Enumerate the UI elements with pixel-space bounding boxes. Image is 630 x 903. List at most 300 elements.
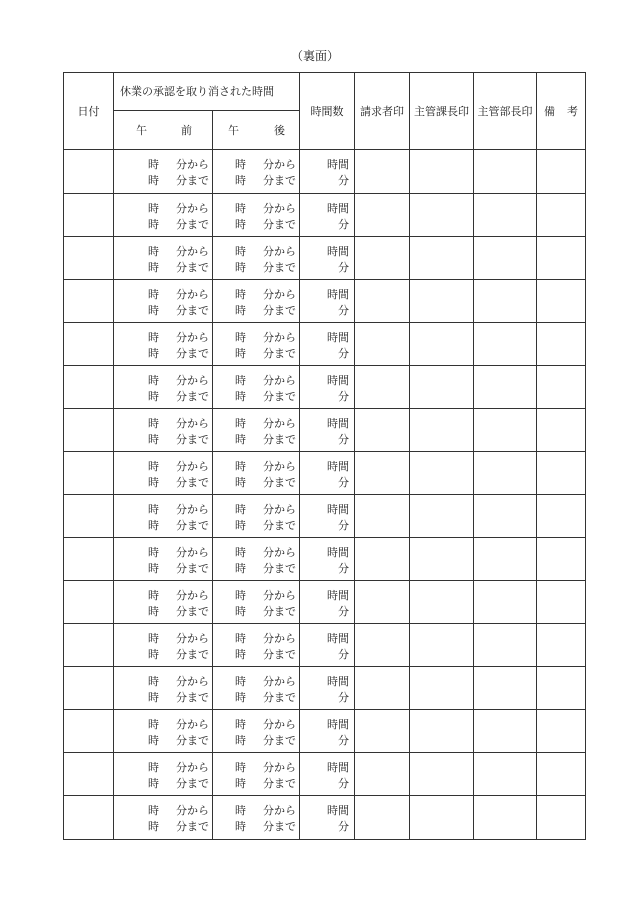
remarks-cell[interactable] [537, 495, 586, 538]
hours-unit-label: 時間 [327, 245, 349, 258]
from-label: 分から [263, 288, 296, 301]
dept-chief-seal-cell[interactable] [474, 237, 537, 280]
from-label: 分から [176, 632, 209, 645]
remarks-cell[interactable] [537, 366, 586, 409]
until-label: 分まで [263, 562, 296, 575]
dept-chief-seal-cell[interactable] [474, 366, 537, 409]
hours-cell[interactable] [300, 581, 355, 624]
section-chief-seal-cell[interactable] [410, 150, 474, 194]
from-label: 分から [263, 417, 296, 430]
hour-label: 時 [148, 691, 159, 704]
until-label: 分まで [176, 691, 209, 704]
dept-chief-seal-cell[interactable] [474, 710, 537, 753]
until-label: 分まで [176, 261, 209, 274]
am-period-cell[interactable] [114, 753, 213, 796]
from-label: 分から [263, 331, 296, 344]
date-cell[interactable] [64, 237, 114, 280]
requester-seal-cell[interactable] [355, 323, 410, 366]
hour-label: 時 [235, 245, 246, 258]
hours-cell[interactable] [300, 280, 355, 323]
section-chief-seal-cell[interactable] [410, 280, 474, 323]
dept-chief-seal-cell[interactable] [474, 753, 537, 796]
hour-label: 時 [235, 202, 246, 215]
table-row [64, 323, 586, 366]
requester-seal-cell[interactable] [355, 366, 410, 409]
remarks-cell[interactable] [537, 409, 586, 452]
hour-label: 時 [235, 691, 246, 704]
section-chief-seal-cell[interactable] [410, 452, 474, 495]
remarks-cell[interactable] [537, 452, 586, 495]
date-cell[interactable] [64, 710, 114, 753]
section-chief-seal-cell[interactable] [410, 194, 474, 237]
hours-unit-label: 時間 [327, 718, 349, 731]
hour-label: 時 [235, 546, 246, 559]
table-row [64, 624, 586, 667]
header-requester-seal: 請求者印 [355, 73, 410, 150]
section-chief-seal-cell[interactable] [410, 624, 474, 667]
am-period-cell[interactable] [114, 280, 213, 323]
minutes-unit-label: 分 [338, 218, 349, 231]
until-label: 分まで [176, 820, 209, 833]
hour-label: 時 [235, 777, 246, 790]
dept-chief-seal-cell[interactable] [474, 667, 537, 710]
from-label: 分から [263, 675, 296, 688]
minutes-unit-label: 分 [338, 261, 349, 274]
remarks-cell[interactable] [537, 581, 586, 624]
from-label: 分から [176, 761, 209, 774]
remarks-cell[interactable] [537, 237, 586, 280]
requester-seal-cell[interactable] [355, 409, 410, 452]
hour-label: 時 [148, 460, 159, 473]
table-row [64, 194, 586, 237]
date-cell[interactable] [64, 280, 114, 323]
requester-seal-cell[interactable] [355, 753, 410, 796]
pm-period-cell[interactable] [213, 194, 300, 237]
date-cell[interactable] [64, 753, 114, 796]
hour-label: 時 [235, 804, 246, 817]
hours-cell[interactable] [300, 753, 355, 796]
header-hours: 時間数 [300, 73, 355, 150]
hour-label: 時 [148, 589, 159, 602]
hours-unit-label: 時間 [327, 589, 349, 602]
until-label: 分まで [176, 433, 209, 446]
date-cell[interactable] [64, 366, 114, 409]
pm-period-cell[interactable] [213, 452, 300, 495]
header-dept-chief-seal: 主管部長印 [474, 73, 537, 150]
hour-label: 時 [235, 734, 246, 747]
from-label: 分から [176, 374, 209, 387]
am-period-cell[interactable] [114, 150, 213, 194]
minutes-unit-label: 分 [338, 691, 349, 704]
hours-cell[interactable] [300, 452, 355, 495]
hours-unit-label: 時間 [327, 632, 349, 645]
hour-label: 時 [148, 288, 159, 301]
pm-period-cell[interactable] [213, 409, 300, 452]
from-label: 分から [176, 331, 209, 344]
am-period-cell[interactable] [114, 452, 213, 495]
requester-seal-cell[interactable] [355, 581, 410, 624]
until-label: 分まで [176, 304, 209, 317]
minutes-unit-label: 分 [338, 648, 349, 661]
from-label: 分から [176, 417, 209, 430]
hours-cell[interactable] [300, 150, 355, 194]
section-chief-seal-cell[interactable] [410, 366, 474, 409]
hour-label: 時 [235, 218, 246, 231]
pm-period-cell[interactable] [213, 323, 300, 366]
hour-label: 時 [148, 218, 159, 231]
hours-unit-label: 時間 [327, 417, 349, 430]
from-label: 分から [263, 718, 296, 731]
dept-chief-seal-cell[interactable] [474, 495, 537, 538]
date-cell[interactable] [64, 538, 114, 581]
header-pm [213, 111, 300, 150]
hour-label: 時 [235, 718, 246, 731]
hours-unit-label: 時間 [327, 503, 349, 516]
hour-label: 時 [148, 476, 159, 489]
dept-chief-seal-cell[interactable] [474, 581, 537, 624]
hour-label: 時 [148, 519, 159, 532]
minutes-unit-label: 分 [338, 519, 349, 532]
until-label: 分まで [263, 476, 296, 489]
hours-unit-label: 時間 [327, 331, 349, 344]
hour-label: 時 [235, 433, 246, 446]
hours-cell[interactable] [300, 409, 355, 452]
until-label: 分まで [176, 390, 209, 403]
until-label: 分まで [263, 390, 296, 403]
remarks-cell[interactable] [537, 538, 586, 581]
from-label: 分から [176, 245, 209, 258]
remarks-cell[interactable] [537, 710, 586, 753]
minutes-unit-label: 分 [338, 777, 349, 790]
hours-cell[interactable] [300, 710, 355, 753]
pm-period-cell[interactable] [213, 280, 300, 323]
hour-label: 時 [148, 347, 159, 360]
minutes-unit-label: 分 [338, 174, 349, 187]
until-label: 分まで [176, 519, 209, 532]
hour-label: 時 [148, 417, 159, 430]
from-label: 分から [263, 589, 296, 602]
hour-label: 時 [148, 374, 159, 387]
from-label: 分から [263, 202, 296, 215]
requester-seal-cell[interactable] [355, 452, 410, 495]
section-chief-seal-cell[interactable] [410, 323, 474, 366]
hour-label: 時 [235, 460, 246, 473]
remarks-cell[interactable] [537, 667, 586, 710]
hour-label: 時 [235, 761, 246, 774]
minutes-unit-label: 分 [338, 390, 349, 403]
pm-period-cell[interactable] [213, 581, 300, 624]
dept-chief-seal-cell[interactable] [474, 280, 537, 323]
minutes-unit-label: 分 [338, 820, 349, 833]
hours-cell[interactable] [300, 366, 355, 409]
until-label: 分まで [176, 218, 209, 231]
remarks-cell[interactable] [537, 624, 586, 667]
minutes-unit-label: 分 [338, 304, 349, 317]
hour-label: 時 [148, 718, 159, 731]
am-period-cell[interactable] [114, 538, 213, 581]
am-period-cell[interactable] [114, 237, 213, 280]
from-label: 分から [176, 718, 209, 731]
from-label: 分から [176, 202, 209, 215]
until-label: 分まで [263, 347, 296, 360]
from-label: 分から [263, 804, 296, 817]
hours-unit-label: 時間 [327, 158, 349, 171]
minutes-unit-label: 分 [338, 605, 349, 618]
from-label: 分から [263, 632, 296, 645]
page-title: （裏面） [290, 49, 339, 63]
table-row [64, 150, 586, 194]
header-pm-char-2: 後 [274, 124, 285, 137]
until-label: 分まで [176, 174, 209, 187]
header-am-char-2: 前 [181, 124, 192, 137]
table-row [64, 710, 586, 753]
date-cell[interactable] [64, 495, 114, 538]
am-period-cell[interactable] [114, 667, 213, 710]
remarks-cell[interactable] [537, 280, 586, 323]
date-cell[interactable] [64, 323, 114, 366]
from-label: 分から [263, 158, 296, 171]
until-label: 分まで [263, 174, 296, 187]
date-cell[interactable] [64, 452, 114, 495]
hour-label: 時 [148, 546, 159, 559]
hour-label: 時 [235, 304, 246, 317]
table-row [64, 796, 586, 840]
header-pm-char-1: 午 [228, 124, 239, 137]
until-label: 分まで [263, 734, 296, 747]
dept-chief-seal-cell[interactable] [474, 323, 537, 366]
section-chief-seal-cell[interactable] [410, 581, 474, 624]
hours-cell[interactable] [300, 667, 355, 710]
until-label: 分まで [176, 648, 209, 661]
until-label: 分まで [263, 605, 296, 618]
am-period-cell[interactable] [114, 710, 213, 753]
hours-unit-label: 時間 [327, 288, 349, 301]
until-label: 分まで [176, 347, 209, 360]
hours-unit-label: 時間 [327, 374, 349, 387]
hour-label: 時 [235, 347, 246, 360]
minutes-unit-label: 分 [338, 476, 349, 489]
section-chief-seal-cell[interactable] [410, 710, 474, 753]
date-cell[interactable] [64, 581, 114, 624]
minutes-unit-label: 分 [338, 433, 349, 446]
dept-chief-seal-cell[interactable] [474, 796, 537, 840]
until-label: 分まで [176, 476, 209, 489]
header-am-char-1: 午 [136, 124, 147, 137]
date-cell[interactable] [64, 624, 114, 667]
from-label: 分から [176, 460, 209, 473]
remarks-cell[interactable] [537, 796, 586, 840]
hour-label: 時 [235, 261, 246, 274]
hour-label: 時 [235, 374, 246, 387]
dept-chief-seal-cell[interactable] [474, 409, 537, 452]
am-period-cell[interactable] [114, 409, 213, 452]
until-label: 分まで [263, 519, 296, 532]
date-cell[interactable] [64, 150, 114, 194]
date-cell[interactable] [64, 409, 114, 452]
section-chief-seal-cell[interactable] [410, 796, 474, 840]
pm-period-cell[interactable] [213, 150, 300, 194]
am-period-cell[interactable] [114, 624, 213, 667]
hour-label: 時 [235, 417, 246, 430]
hour-label: 時 [235, 648, 246, 661]
pm-period-cell[interactable] [213, 710, 300, 753]
table-row [64, 366, 586, 409]
until-label: 分まで [176, 605, 209, 618]
pm-period-cell[interactable] [213, 495, 300, 538]
section-chief-seal-cell[interactable] [410, 409, 474, 452]
date-cell[interactable] [64, 796, 114, 840]
pm-period-cell[interactable] [213, 667, 300, 710]
requester-seal-cell[interactable] [355, 624, 410, 667]
hour-label: 時 [148, 261, 159, 274]
requester-seal-cell[interactable] [355, 150, 410, 194]
hours-cell[interactable] [300, 796, 355, 840]
minutes-unit-label: 分 [338, 347, 349, 360]
dept-chief-seal-cell[interactable] [474, 624, 537, 667]
table-row [64, 753, 586, 796]
hour-label: 時 [235, 820, 246, 833]
from-label: 分から [176, 546, 209, 559]
remarks-cell[interactable] [537, 150, 586, 194]
section-chief-seal-cell[interactable] [410, 538, 474, 581]
table-row [64, 452, 586, 495]
hour-label: 時 [148, 390, 159, 403]
hours-cell[interactable] [300, 538, 355, 581]
hours-cell[interactable] [300, 624, 355, 667]
hour-label: 時 [148, 304, 159, 317]
requester-seal-cell[interactable] [355, 280, 410, 323]
table-row [64, 581, 586, 624]
until-label: 分まで [263, 691, 296, 704]
hour-label: 時 [148, 820, 159, 833]
cancelled-leave-time-table [63, 72, 586, 840]
date-cell[interactable] [64, 667, 114, 710]
dept-chief-seal-cell[interactable] [474, 194, 537, 237]
requester-seal-cell[interactable] [355, 667, 410, 710]
hour-label: 時 [148, 158, 159, 171]
from-label: 分から [263, 761, 296, 774]
requester-seal-cell[interactable] [355, 710, 410, 753]
dept-chief-seal-cell[interactable] [474, 150, 537, 194]
section-chief-seal-cell[interactable] [410, 495, 474, 538]
hours-cell[interactable] [300, 194, 355, 237]
hours-unit-label: 時間 [327, 202, 349, 215]
from-label: 分から [263, 503, 296, 516]
pm-period-cell[interactable] [213, 538, 300, 581]
minutes-unit-label: 分 [338, 734, 349, 747]
am-period-cell[interactable] [114, 366, 213, 409]
table-row [64, 237, 586, 280]
hour-label: 時 [235, 158, 246, 171]
header-date: 日付 [64, 73, 114, 150]
hour-label: 時 [148, 761, 159, 774]
from-label: 分から [176, 288, 209, 301]
from-label: 分から [263, 245, 296, 258]
pm-period-cell[interactable] [213, 366, 300, 409]
requester-seal-cell[interactable] [355, 237, 410, 280]
pm-period-cell[interactable] [213, 796, 300, 840]
table-row [64, 538, 586, 581]
hour-label: 時 [235, 331, 246, 344]
remarks-cell[interactable] [537, 323, 586, 366]
table-row [64, 667, 586, 710]
am-period-cell[interactable] [114, 581, 213, 624]
am-period-cell[interactable] [114, 194, 213, 237]
hours-cell[interactable] [300, 237, 355, 280]
hour-label: 時 [148, 202, 159, 215]
table-row [64, 409, 586, 452]
hours-unit-label: 時間 [327, 546, 349, 559]
dept-chief-seal-cell[interactable] [474, 538, 537, 581]
am-period-cell[interactable] [114, 796, 213, 840]
hour-label: 時 [148, 734, 159, 747]
requester-seal-cell[interactable] [355, 538, 410, 581]
from-label: 分から [263, 460, 296, 473]
hour-label: 時 [148, 331, 159, 344]
header-cancelled-time: 休業の承認を取り消された時間 [114, 73, 300, 111]
until-label: 分まで [263, 218, 296, 231]
until-label: 分まで [176, 777, 209, 790]
requester-seal-cell[interactable] [355, 796, 410, 840]
section-chief-seal-cell[interactable] [410, 237, 474, 280]
remarks-cell[interactable] [537, 194, 586, 237]
table-row [64, 495, 586, 538]
am-period-cell[interactable] [114, 323, 213, 366]
section-chief-seal-cell[interactable] [410, 753, 474, 796]
hour-label: 時 [148, 804, 159, 817]
until-label: 分まで [263, 777, 296, 790]
minutes-unit-label: 分 [338, 562, 349, 575]
dept-chief-seal-cell[interactable] [474, 452, 537, 495]
hour-label: 時 [235, 519, 246, 532]
remarks-char-2: 考 [567, 105, 578, 118]
from-label: 分から [176, 503, 209, 516]
hour-label: 時 [148, 433, 159, 446]
pm-period-cell[interactable] [213, 237, 300, 280]
hour-label: 時 [148, 245, 159, 258]
date-cell[interactable] [64, 194, 114, 237]
until-label: 分まで [263, 648, 296, 661]
hours-cell[interactable] [300, 323, 355, 366]
requester-seal-cell[interactable] [355, 495, 410, 538]
hour-label: 時 [148, 777, 159, 790]
hour-label: 時 [235, 174, 246, 187]
hours-unit-label: 時間 [327, 675, 349, 688]
header-am [114, 111, 213, 150]
hour-label: 時 [235, 632, 246, 645]
am-period-cell[interactable] [114, 495, 213, 538]
hour-label: 時 [148, 648, 159, 661]
hours-cell[interactable] [300, 495, 355, 538]
from-label: 分から [176, 675, 209, 688]
hour-label: 時 [235, 589, 246, 602]
hour-label: 時 [235, 288, 246, 301]
pm-period-cell[interactable] [213, 753, 300, 796]
hour-label: 時 [235, 605, 246, 618]
until-label: 分まで [176, 562, 209, 575]
hour-label: 時 [148, 605, 159, 618]
hour-label: 時 [235, 562, 246, 575]
pm-period-cell[interactable] [213, 624, 300, 667]
from-label: 分から [176, 158, 209, 171]
from-label: 分から [263, 374, 296, 387]
remarks-cell[interactable] [537, 753, 586, 796]
remarks-char-1: 備 [544, 105, 555, 118]
requester-seal-cell[interactable] [355, 194, 410, 237]
hour-label: 時 [148, 174, 159, 187]
header-remarks [537, 73, 586, 150]
section-chief-seal-cell[interactable] [410, 667, 474, 710]
